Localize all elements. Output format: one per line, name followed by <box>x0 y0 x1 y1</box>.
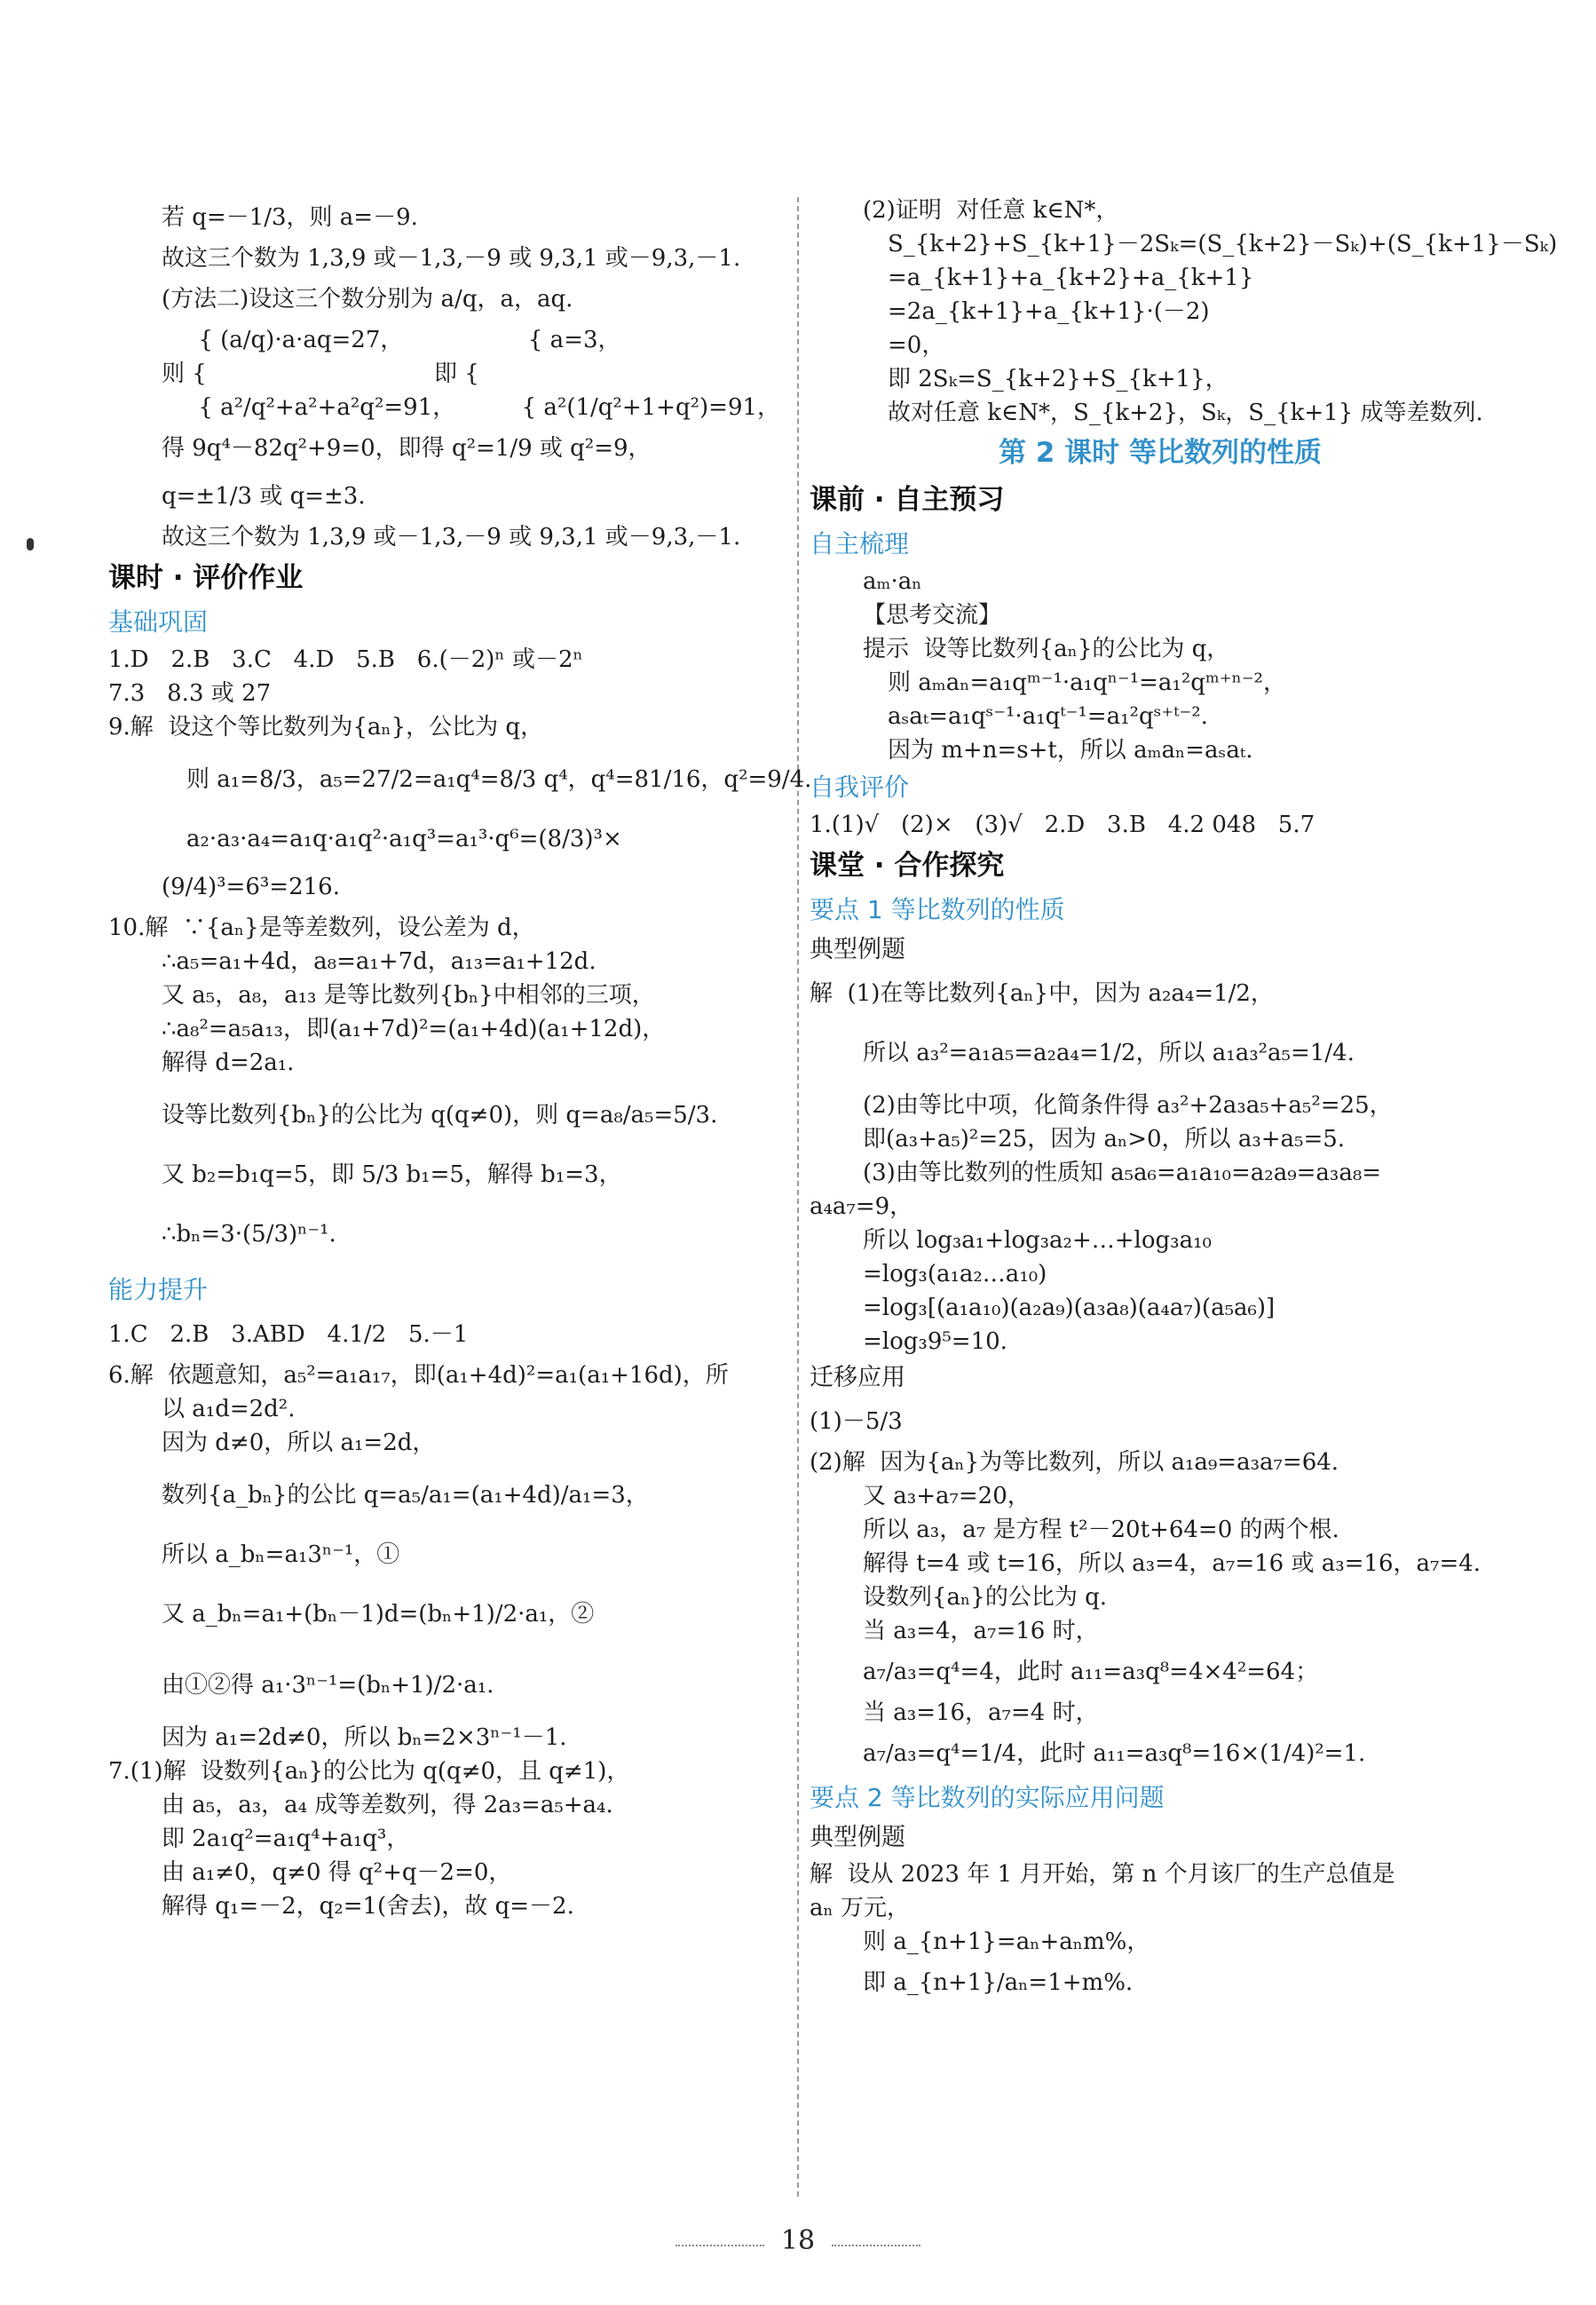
text-line: { a²/q²+a²+a²q²=91， { a²(1/q²+1+q²)=91， <box>162 394 781 421</box>
point-2-solution <box>810 1857 1511 2007</box>
right-column <box>810 194 1558 2007</box>
typical-example-2: 典型例题 <box>810 1824 905 1851</box>
text-line: 设等比数列{bₙ}的公比为 q(q≠0)，则 q=a₈/a₅=5/3. <box>162 1102 718 1129</box>
text-line: 即 a_{n+1}/aₙ=1+m%. <box>863 1969 1134 1996</box>
page-number: 18 <box>780 2225 816 2256</box>
text-line: a₇/a₃=q⁴=1/4，此时 a₁₁=a₃q⁸=16×(1/4)²=1. <box>863 1740 1366 1767</box>
text-line: 9.解 设这个等比数列为{aₙ}，公比为 q， <box>108 714 544 741</box>
left-column <box>108 194 812 1923</box>
text-line: 故这三个数为 1,3,9 或－1,3,－9 或 9,3,1 或－9,3,－1. <box>162 524 741 551</box>
text-line: 得 9q⁴－82q²+9=0，即得 q²=1/9 或 q²=9， <box>162 435 652 462</box>
text-line: aₘ·aₙ <box>863 568 922 595</box>
text-line: aₙ 万元， <box>810 1895 911 1921</box>
text-line: a₂·a₃·a₄=a₁q·a₁q²·a₁q³=a₁³·q⁶=(8/3)³× <box>186 826 622 852</box>
text-line: 因为 a₁=2d≠0，所以 bₙ=2×3ⁿ⁻¹－1. <box>162 1724 567 1751</box>
transfer-title: 迁移应用 <box>810 1364 905 1391</box>
text-line: 解 (1)在等比数列{aₙ}中，因为 a₂a₄=1/2， <box>810 980 1274 1007</box>
footer-ornament-right <box>832 2245 920 2246</box>
text-line: 即 2a₁q²=a₁q⁴+a₁q³， <box>162 1826 410 1852</box>
text-line: (2)解 因为{aₙ}为等比数列，所以 a₁a₉=a₃a₇=64. <box>810 1449 1339 1476</box>
text-line: ∴a₈²=a₅a₁₃，即(a₁+7d)²=(a₁+4d)(a₁+12d)， <box>162 1016 666 1042</box>
text-line: 则 a_{n+1}=aₙ+aₙm%， <box>863 1929 1150 1955</box>
text-line: 设数列{aₙ}的公比为 q. <box>863 1584 1108 1611</box>
text-line: 又 a₃+a₇=20， <box>863 1483 1031 1509</box>
text-line: aₛaₜ=a₁qˢ⁻¹·a₁qᵗ⁻¹=a₁²qˢ⁺ᵗ⁻². <box>888 703 1208 730</box>
text-line: (9/4)³=6³=216. <box>162 874 340 900</box>
point-1-title: 要点 1 等比数列的性质 <box>810 895 1065 924</box>
subsection-basic: 基础巩固 <box>108 607 209 637</box>
text-line: ∴a₅=a₁+4d，a₈=a₁+7d，a₁₃=a₁+12d. <box>162 948 597 975</box>
text-line: 解得 q₁=－2，q₂=1(舍去)，故 q=－2. <box>162 1893 574 1920</box>
text-line: =log₃9⁵=10. <box>863 1328 1007 1355</box>
text-line: =log₃[(a₁a₁₀)(a₂a₉)(a₃a₈)(a₄a₇)(a₅a₆)] <box>863 1295 1276 1321</box>
subsection-ability: 能力提升 <box>108 1275 209 1304</box>
text-line: 【思考交流】 <box>863 602 1002 629</box>
text-line: ∴bₙ=3·(5/3)ⁿ⁻¹. <box>162 1221 336 1248</box>
text-line: 故对任意 k∈N*，S_{k+2}，Sₖ，S_{k+1} 成等差数列. <box>888 400 1483 426</box>
proof-continuation <box>810 194 1558 430</box>
text-line: 则 aₘaₙ=a₁qᵐ⁻¹·a₁qⁿ⁻¹=a₁²qᵐ⁺ⁿ⁻²， <box>888 669 1286 696</box>
text-line: (方法二)设这三个数分别为 a/q，a，aq. <box>162 286 573 313</box>
self-eval-answers <box>810 808 1511 842</box>
text-line: 因为 d≠0，所以 a₁=2d， <box>162 1430 436 1456</box>
footer-ornament-left <box>676 2245 764 2246</box>
text-line: 1.(1)√ (2)× (3)√ 2.D 3.B 4.2 048 5.7 <box>810 812 1316 838</box>
transfer-solution <box>810 1398 1511 1778</box>
text-line: 又 a_bₙ=a₁+(bₙ－1)d=(bₙ+1)/2·a₁，② <box>162 1601 595 1628</box>
subsection-self-sort: 自主梳理 <box>810 529 910 558</box>
page-footer <box>0 2225 1596 2256</box>
text-line: 因为 m+n=s+t，所以 aₘaₙ=aₛaₜ. <box>888 737 1253 764</box>
text-line: 当 a₃=16，a₇=4 时， <box>863 1699 1099 1726</box>
text-line: 即 2Sₖ=S_{k+2}+S_{k+1}， <box>888 366 1229 392</box>
section-title-preview: 课前 · 自主预习 <box>810 484 1005 516</box>
text-line: 又 b₂=b₁q=5，即 5/3 b₁=5，解得 b₁=3， <box>162 1161 622 1188</box>
section-title-evaluation: 课时 · 评价作业 <box>108 562 304 594</box>
text-line: =a_{k+1}+a_{k+2}+a_{k+1} <box>888 265 1254 291</box>
subsection-self-eval: 自我评价 <box>810 772 910 802</box>
ability-answers <box>108 1311 783 1923</box>
left-intro <box>108 194 783 554</box>
text-line: 6.解 依题意知，a₅²=a₁a₁₇，即(a₁+4d)²=a₁(a₁+16d)，所 <box>108 1362 729 1389</box>
text-line: 又 a₅，a₈，a₁₃ 是等比数列{bₙ}中相邻的三项， <box>162 982 655 1009</box>
text-line: 则 { 即 { <box>162 360 479 387</box>
text-line: 解得 d=2a₁. <box>162 1050 295 1076</box>
text-line: 1.D 2.B 3.C 4.D 5.B 6.(－2)ⁿ 或－2ⁿ <box>108 646 583 673</box>
text-line: (2)由等比中项，化简条件得 a₃²+2a₃a₅+a₅²=25， <box>863 1092 1393 1119</box>
text-line: (3)由等比数列的性质知 a₅a₆=a₁a₁₀=a₂a₉=a₃a₈= <box>863 1160 1382 1186</box>
section-title-classroom: 课堂 · 合作探究 <box>810 850 1005 882</box>
text-line: 10.解 ∵{aₙ}是等差数列，设公差为 d， <box>108 915 535 941</box>
text-line: 则 a₁=8/3，a₅=27/2=a₁q⁴=8/3 q⁴，q⁴=81/16，q²=9/4. <box>186 766 812 793</box>
point-2-title: 要点 2 等比数列的实际应用问题 <box>810 1783 1165 1812</box>
text-line: (1)－5/3 <box>810 1408 903 1435</box>
scan-mark <box>27 538 34 551</box>
chapter-title: 第 2 课时 等比数列的性质 <box>999 437 1322 469</box>
text-line: 由 a₁≠0，q≠0 得 q²+q－2=0， <box>162 1859 512 1886</box>
text-line: 当 a₃=4，a₇=16 时， <box>863 1618 1099 1644</box>
text-line: 解得 t=4 或 t=16，所以 a₃=4，a₇=16 或 a₃=16，a₇=4. <box>863 1550 1481 1577</box>
text-line: 即(a₃+a₅)²=25，因为 aₙ>0，所以 a₃+a₅=5. <box>863 1126 1346 1152</box>
text-line: 以 a₁d=2d². <box>162 1396 296 1422</box>
text-line: 7.3 8.3 或 27 <box>108 680 272 707</box>
text-line: 故这三个数为 1,3,9 或－1,3,－9 或 9,3,1 或－9,3,－1. <box>162 245 741 272</box>
text-line: 所以 a₃²=a₁a₅=a₂a₄=1/2，所以 a₁a₃²a₅=1/4. <box>863 1040 1355 1066</box>
text-line: 若 q=－1/3，则 a=－9. <box>162 204 418 231</box>
typical-example-1: 典型例题 <box>810 936 905 963</box>
text-line: 所以 log₃a₁+log₃a₂+…+log₃a₁₀ <box>863 1227 1212 1254</box>
text-line: 数列{a_bₙ}的公比 q=a₅/a₁=(a₁+4d)/a₁=3， <box>162 1482 649 1509</box>
text-line: =0， <box>888 332 945 359</box>
text-line: 由 a₅，a₃，a₄ 成等差数列，得 2a₃=a₅+a₄. <box>162 1792 613 1818</box>
text-line: 1.C 2.B 3.ABD 4.1/2 5.－1 <box>108 1321 469 1348</box>
text-line: a₄a₇=9， <box>810 1193 913 1220</box>
text-line: q=±1/3 或 q=±3. <box>162 483 366 510</box>
column-divider <box>797 197 799 2197</box>
text-line: 提示 设等比数列{aₙ}的公比为 q， <box>863 636 1230 662</box>
text-line: 所以 a_bₙ=a₁3ⁿ⁻¹，① <box>162 1541 400 1568</box>
text-line: =log₃(a₁a₂…a₁₀) <box>863 1261 1047 1287</box>
text-line: 7.(1)解 设数列{aₙ}的公比为 q(q≠0，且 q≠1)， <box>108 1758 630 1785</box>
point-1-solution <box>810 970 1511 1358</box>
text-line: { (a/q)·a·aq=27， { a=3， <box>162 327 621 353</box>
text-line: =2a_{k+1}+a_{k+1}·(－2) <box>888 298 1210 325</box>
text-line: S_{k+2}+S_{k+1}－2Sₖ=(S_{k+2}－Sₖ)+(S_{k+1}－Sₖ) <box>888 231 1558 257</box>
text-line: 所以 a₃，a₇ 是方程 t²－20t+64=0 的两个根. <box>863 1517 1339 1543</box>
basic-answers <box>108 643 812 1270</box>
text-line: a₇/a₃=q⁴=4，此时 a₁₁=a₃q⁸=4×4²=64； <box>863 1659 1319 1685</box>
text-line: 由①②得 a₁·3ⁿ⁻¹=(bₙ+1)/2·a₁. <box>162 1672 494 1699</box>
preview-answers <box>810 565 1511 767</box>
text-line: (2)证明 对任意 k∈N*， <box>863 197 1119 224</box>
text-line: 解 设从 2023 年 1 月开始，第 n 个月该厂的生产总值是 <box>810 1861 1395 1888</box>
